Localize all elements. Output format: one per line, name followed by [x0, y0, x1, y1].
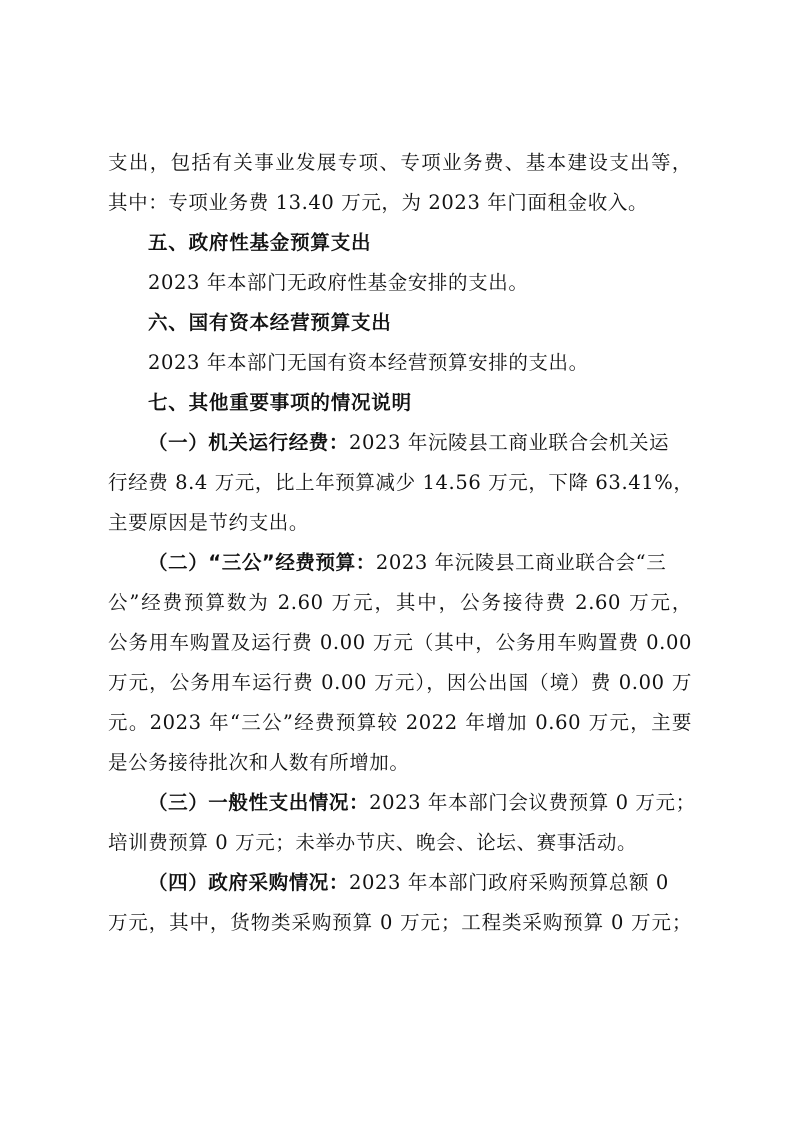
document-body — [108, 143, 696, 943]
body-line: 元。2023 年“三公”经费预算较 2022 年增加 0.60 万元，主要 — [108, 711, 692, 734]
body-line: 其中：专项业务费 13.40 万元，为 2023 年门面租金收入。 — [108, 191, 649, 214]
body-line: 公”经费预算数为 2.60 万元，其中，公务接待费 2.60 万元， — [108, 591, 692, 614]
section-6-paragraph: 2023 年本部门无国有资本经营预算安排的支出。 — [148, 351, 589, 374]
subsection-2-text: 2023 年沅陵县工商业联合会“三 — [375, 551, 667, 574]
subsection-3-lead: （三）一般性支出情况： — [148, 791, 370, 814]
subsection-1-text: 2023 年沅陵县工商业联合会机关运 — [349, 431, 670, 454]
subsection-4-first-line — [108, 863, 692, 903]
body-line: 主要原因是节约支出。 — [108, 511, 310, 534]
subsection-3-first-line — [108, 783, 696, 823]
section-heading-5: 五、政府性基金预算支出 — [148, 231, 372, 254]
subsection-1-lead: （一）机关运行经费： — [148, 431, 350, 454]
subsection-2-lead: （二）“三公”经费预算： — [148, 551, 376, 574]
body-line: 公务用车购置及运行费 0.00 万元（其中，公务用车购置费 0.00 — [108, 631, 692, 654]
section-heading-7: 七、其他重要事项的情况说明 — [148, 391, 412, 414]
section-heading-6: 六、国有资本经营预算支出 — [148, 311, 392, 334]
body-line: 万元，其中，货物类采购预算 0 万元；工程类采购预算 0 万元； — [108, 911, 692, 934]
body-line: 支出，包括有关事业发展专项、专项业务费、基本建设支出等， — [108, 151, 692, 174]
body-line: 行经费 8.4 万元，比上年预算减少 14.56 万元，下降 63.41%， — [108, 471, 694, 494]
section-5-paragraph: 2023 年本部门无政府性基金安排的支出。 — [148, 271, 529, 294]
body-line: 是公务接待批次和人数有所增加。 — [108, 751, 410, 774]
body-line: 万元，公务用车运行费 0.00 万元），因公出国（境）费 0.00 万 — [108, 671, 692, 694]
subsection-3-text: 2023 年本部门会议费预算 0 万元； — [369, 791, 696, 814]
subsection-4-lead: （四）政府采购情况： — [148, 871, 350, 894]
subsection-2-first-line — [108, 543, 692, 583]
subsection-1-first-line — [108, 423, 692, 463]
body-line: 培训费预算 0 万元；未举办节庆、晚会、论坛、赛事活动。 — [108, 831, 638, 854]
subsection-4-text: 2023 年本部门政府采购预算总额 0 — [349, 871, 669, 894]
